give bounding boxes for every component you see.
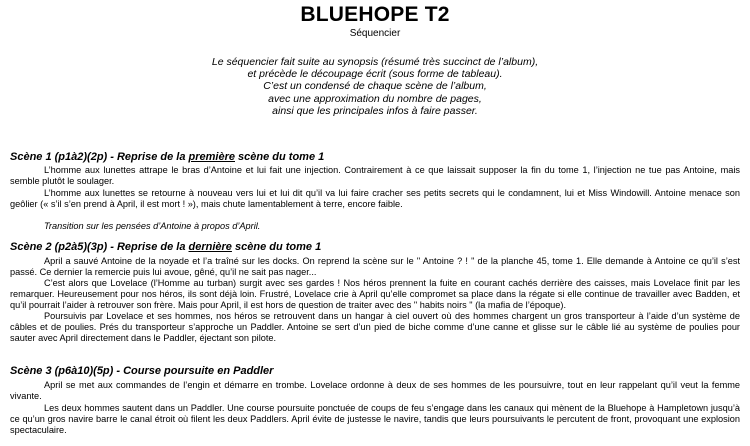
scene-2-paragraph-1: April a sauvé Antoine de la noyade et l’a traîné sur les docks. On reprend la scène sur le " Antoine ? ! " de la planche 45, tome 1. Elle demande à Antoine ce qu’il s’est passé. Ce dernier la remercie puis lui avoue, gêné, qu’il ne sait pas nager... <box>10 256 740 277</box>
intro-line: et précède le découpage écrit (sous forme de tableau). <box>247 68 503 81</box>
scene-2-paragraph-3: Poursuivis par Lovelace et ses hommes, nos héros se retrouvent dans un hangar à ciel ouvert où des hommes chargent un gros transporteur à l’aide d’un système de câbles et de poulies. Prés du transporteur s’approche un Paddler. Antoine se sert d’un pied de biche comme d’une canne et glisse sur le câble lié au système de poulies pour sauter avec April directement dans le Paddler, éjectant son pilote. <box>10 311 740 343</box>
scene-heading-text: Scène 1 (p1à2)(2p) - Reprise de la <box>10 151 189 163</box>
scene-1-transition-note: Transition sur les pensées d’Antoine à propos d’April. <box>44 221 261 231</box>
intro-line: Le séquencier fait suite au synopsis (résumé très succinct de l’album), <box>211 56 539 68</box>
scene-1-paragraph-2: L’homme aux lunettes se retourne à nouveau vers lui et lui dit qu’il va lui faire cracher ses petits secrets qui le condamnent, lui et Miss Windowill. Antoine menace son geôlier (« s’il s’en prend à April, il est mort ! »), mais chute lamentablement à terre, encore faible. <box>10 188 740 209</box>
scene-heading-underlined: première <box>188 151 235 163</box>
scene-heading-underlined: dernière <box>188 241 232 253</box>
intro-line: ainsi que les principales infos à faire passer. <box>272 104 478 117</box>
document-title: BLUEHOPE T2 <box>300 3 450 26</box>
scene-2-heading <box>10 240 740 254</box>
scene-2-paragraph-2: C’est alors que Lovelace (l’Homme au turban) surgit avec ses gardes ! Nos héros prennent la fuite en courant cachés derrière des caisses, mais Lovelace finit par les remarquer. Heureusement pour nos héros, ils sont déjà loin. Frustré, Lovelace crie à April qu’elle compromet sa place dans la régate si elle continue de travailler avec Badden, et qu’il pourrait l’aider à retrouver son frère. Mais pour April, il est hors de question de traiter avec des " habits noirs " (la mafia de l’époque). <box>10 278 740 310</box>
scene-1-paragraph-1: L’homme aux lunettes attrape le bras d’Antoine et lui fait une injection. Contrairement à ce que laissait supposer la fin du tome 1, l’injection ne tue pas Antoine, mais semble plutôt le soulager. <box>10 165 740 186</box>
scene-heading-text: Scène 2 (p2à5)(3p) - Reprise de la <box>10 241 189 253</box>
scene-heading-text: scène du tome 1 <box>231 241 322 253</box>
scene-3-paragraph-2: Les deux hommes sautent dans un Paddler. Une course poursuite ponctuée de coups de feu s’engage dans les canaux qui mènent de la Bluehope à Hampletown jusqu’à ce qu’un gros navire barre le canal étroit où filent les deux Paddlers. April évite de justesse le navire, tandis que leurs poursuivants le percutent de front, provoquant une explosion spectaculaire. <box>10 403 740 435</box>
scene-3-paragraph-1: April se met aux commandes de l’engin et démarre en trombe. Lovelace ordonne à deux de ses hommes de les poursuivre, tout en leur rappelant qu’il veut la femme vivante. <box>10 380 740 401</box>
scene-heading-text: scène du tome 1 <box>235 151 325 163</box>
scene-3-heading: Scène 3 (p6à10)(5p) - Course poursuite en Paddler <box>10 365 274 377</box>
intro-line: avec une approximation du nombre de pages, <box>268 92 482 105</box>
intro-block <box>0 56 750 117</box>
document-subtitle: Séquencier <box>349 28 401 39</box>
scene-1-heading <box>10 150 740 164</box>
intro-line: C’est un condensé de chaque scène de l’album, <box>263 80 487 93</box>
